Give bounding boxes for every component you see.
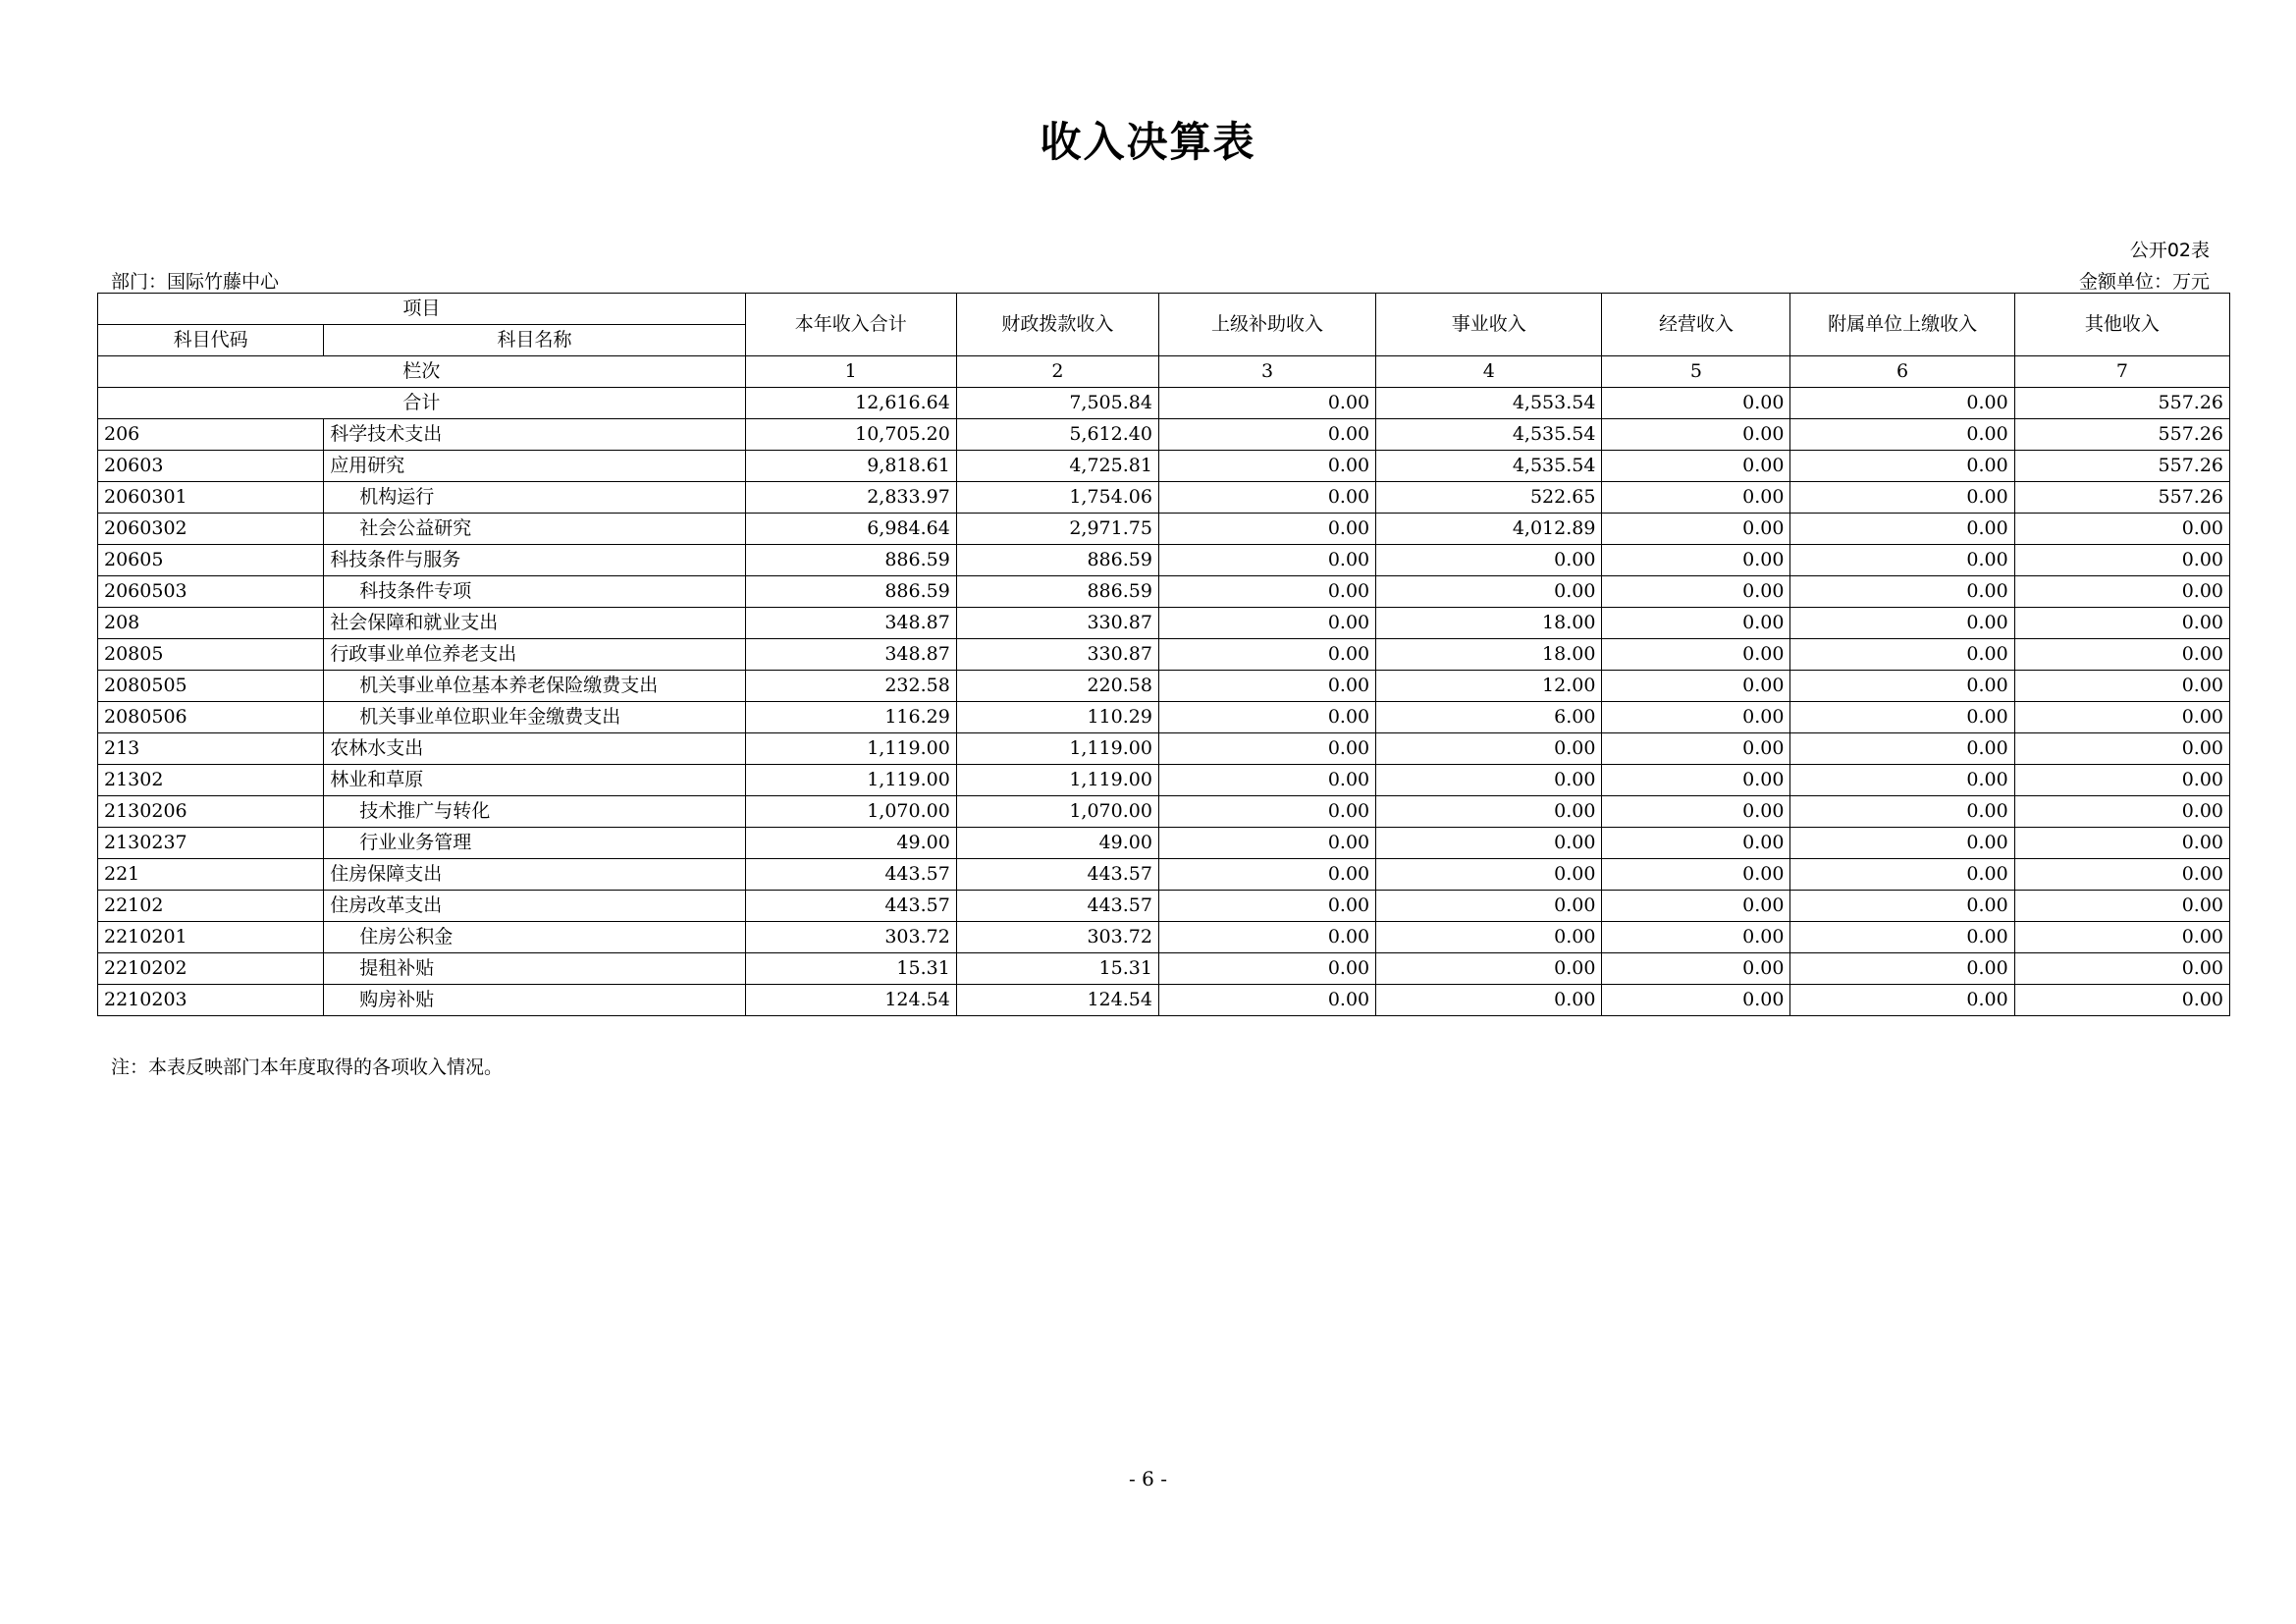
cell-value: 0.00 — [1376, 545, 1602, 576]
cell-value: 0.00 — [1790, 702, 2014, 733]
cell-value: 886.59 — [956, 545, 1158, 576]
cell-value: 443.57 — [956, 859, 1158, 891]
table-row — [98, 545, 2230, 576]
subject-name: 提租补贴 — [324, 953, 745, 985]
cell-value: 443.57 — [745, 859, 956, 891]
subject-code: 206 — [98, 419, 324, 451]
cell-value: 0.00 — [1158, 608, 1375, 639]
cell-value: 886.59 — [745, 576, 956, 608]
cell-value: 9,818.61 — [745, 451, 956, 482]
cell-value: 0.00 — [1790, 545, 2014, 576]
cell-value: 0.00 — [1158, 733, 1375, 765]
page-title: 收入决算表 — [1040, 118, 1256, 166]
cell-value: 0.00 — [2014, 576, 2229, 608]
cell-value: 0.00 — [1376, 765, 1602, 796]
subject-name: 社会公益研究 — [324, 514, 745, 545]
column-number: 5 — [1602, 356, 1790, 388]
cell-value: 1,754.06 — [956, 482, 1158, 514]
cell-value: 0.00 — [1790, 576, 2014, 608]
cell-value: 0.00 — [1602, 733, 1790, 765]
table-row — [98, 608, 2230, 639]
cell-value: 0.00 — [2014, 985, 2229, 1016]
subject-code: 2060302 — [98, 514, 324, 545]
subject-code: 2080505 — [98, 671, 324, 702]
cell-value: 0.00 — [1158, 702, 1375, 733]
column-number: 6 — [1790, 356, 2014, 388]
cell-value: 0.00 — [1790, 922, 2014, 953]
header-subject-name: 科目名称 — [324, 325, 745, 356]
subject-code: 21302 — [98, 765, 324, 796]
cell-value: 0.00 — [1790, 514, 2014, 545]
table-row — [98, 514, 2230, 545]
table-row — [98, 639, 2230, 671]
cell-value: 303.72 — [956, 922, 1158, 953]
cell-value: 18.00 — [1376, 608, 1602, 639]
cell-value: 0.00 — [1158, 985, 1375, 1016]
cell-value: 0.00 — [1602, 576, 1790, 608]
subject-name: 应用研究 — [324, 451, 745, 482]
subject-name: 技术推广与转化 — [324, 796, 745, 828]
header-affiliated-remittance: 附属单位上缴收入 — [1790, 294, 2014, 356]
cell-value: 0.00 — [1790, 985, 2014, 1016]
cell-value: 0.00 — [1602, 482, 1790, 514]
table-row — [98, 451, 2230, 482]
subject-name: 行业业务管理 — [324, 828, 745, 859]
cell-value: 0.00 — [1602, 388, 1790, 419]
cell-value: 0.00 — [1376, 828, 1602, 859]
table-row — [98, 985, 2230, 1016]
header-fiscal-appropriation: 财政拨款收入 — [956, 294, 1158, 356]
cell-value: 4,535.54 — [1376, 451, 1602, 482]
cell-value: 0.00 — [1376, 859, 1602, 891]
column-number: 2 — [956, 356, 1158, 388]
cell-value: 0.00 — [1602, 419, 1790, 451]
cell-value: 5,612.40 — [956, 419, 1158, 451]
cell-value: 0.00 — [1790, 891, 2014, 922]
cell-value: 0.00 — [2014, 891, 2229, 922]
subject-name: 机构运行 — [324, 482, 745, 514]
cell-value: 303.72 — [745, 922, 956, 953]
cell-value: 886.59 — [956, 576, 1158, 608]
subject-name: 住房公积金 — [324, 922, 745, 953]
cell-value: 0.00 — [1376, 796, 1602, 828]
cell-value: 0.00 — [1790, 451, 2014, 482]
cell-value: 0.00 — [1602, 671, 1790, 702]
cell-value: 0.00 — [1602, 514, 1790, 545]
cell-value: 0.00 — [1790, 482, 2014, 514]
cell-value: 4,535.54 — [1376, 419, 1602, 451]
cell-value: 0.00 — [1602, 922, 1790, 953]
header-other-income: 其他收入 — [2014, 294, 2229, 356]
cell-value: 0.00 — [1790, 953, 2014, 985]
cell-value: 348.87 — [745, 608, 956, 639]
cell-value: 49.00 — [956, 828, 1158, 859]
cell-value: 7,505.84 — [956, 388, 1158, 419]
table-note: 注：本表反映部门本年度取得的各项收入情况。 — [111, 1056, 504, 1078]
cell-value: 0.00 — [1602, 953, 1790, 985]
cell-value: 0.00 — [1602, 608, 1790, 639]
cell-value: 1,070.00 — [956, 796, 1158, 828]
cell-value: 0.00 — [1158, 419, 1375, 451]
column-number-label: 栏次 — [98, 356, 746, 388]
subject-code: 20603 — [98, 451, 324, 482]
cell-value: 15.31 — [956, 953, 1158, 985]
cell-value: 0.00 — [1602, 859, 1790, 891]
cell-value: 1,119.00 — [745, 733, 956, 765]
cell-value: 0.00 — [1790, 639, 2014, 671]
cell-value: 0.00 — [1602, 828, 1790, 859]
cell-value: 0.00 — [1602, 702, 1790, 733]
table-row — [98, 765, 2230, 796]
cell-value: 0.00 — [2014, 733, 2229, 765]
cell-value: 6.00 — [1376, 702, 1602, 733]
cell-value: 0.00 — [1376, 985, 1602, 1016]
header-business-income: 事业收入 — [1376, 294, 1602, 356]
table-row — [98, 733, 2230, 765]
total-row — [98, 388, 2230, 419]
cell-value: 0.00 — [1790, 796, 2014, 828]
subject-name: 科学技术支出 — [324, 419, 745, 451]
cell-value: 0.00 — [1158, 796, 1375, 828]
cell-value: 330.87 — [956, 639, 1158, 671]
cell-value: 0.00 — [1602, 451, 1790, 482]
subject-code: 2210203 — [98, 985, 324, 1016]
subject-name: 行政事业单位养老支出 — [324, 639, 745, 671]
cell-value: 0.00 — [1158, 671, 1375, 702]
cell-value: 0.00 — [1602, 765, 1790, 796]
cell-value: 124.54 — [956, 985, 1158, 1016]
cell-value: 557.26 — [2014, 451, 2229, 482]
table-row — [98, 891, 2230, 922]
subject-name: 科技条件与服务 — [324, 545, 745, 576]
cell-value: 0.00 — [1158, 828, 1375, 859]
form-number: 公开02表 — [2129, 240, 2210, 261]
cell-value: 0.00 — [2014, 608, 2229, 639]
cell-value: 0.00 — [1602, 545, 1790, 576]
cell-value: 0.00 — [1790, 419, 2014, 451]
cell-value: 348.87 — [745, 639, 956, 671]
cell-value: 10,705.20 — [745, 419, 956, 451]
table-row — [98, 953, 2230, 985]
cell-value: 443.57 — [956, 891, 1158, 922]
cell-value: 12.00 — [1376, 671, 1602, 702]
subject-code: 2210202 — [98, 953, 324, 985]
table-row — [98, 922, 2230, 953]
column-number: 7 — [2014, 356, 2229, 388]
cell-value: 232.58 — [745, 671, 956, 702]
subject-name: 机关事业单位基本养老保险缴费支出 — [324, 671, 745, 702]
cell-value: 2,833.97 — [745, 482, 956, 514]
subject-code: 221 — [98, 859, 324, 891]
cell-value: 0.00 — [1158, 765, 1375, 796]
cell-value: 557.26 — [2014, 388, 2229, 419]
cell-value: 0.00 — [1790, 765, 2014, 796]
cell-value: 1,119.00 — [745, 765, 956, 796]
subject-code: 208 — [98, 608, 324, 639]
cell-value: 443.57 — [745, 891, 956, 922]
table-row — [98, 828, 2230, 859]
subject-name: 机关事业单位职业年金缴费支出 — [324, 702, 745, 733]
cell-value: 0.00 — [1602, 796, 1790, 828]
cell-value: 0.00 — [2014, 514, 2229, 545]
subject-name: 农林水支出 — [324, 733, 745, 765]
cell-value: 0.00 — [1158, 388, 1375, 419]
cell-value: 1,119.00 — [956, 733, 1158, 765]
cell-value: 330.87 — [956, 608, 1158, 639]
cell-value: 4,012.89 — [1376, 514, 1602, 545]
table-row — [98, 796, 2230, 828]
subject-code: 2060503 — [98, 576, 324, 608]
cell-value: 0.00 — [2014, 639, 2229, 671]
cell-value: 0.00 — [1158, 953, 1375, 985]
cell-value: 15.31 — [745, 953, 956, 985]
department-label: 部门：国际竹藤中心 — [111, 271, 280, 293]
cell-value: 1,119.00 — [956, 765, 1158, 796]
subject-code: 22102 — [98, 891, 324, 922]
cell-value: 0.00 — [1602, 639, 1790, 671]
cell-value: 0.00 — [2014, 828, 2229, 859]
column-number: 3 — [1158, 356, 1375, 388]
subject-name: 住房改革支出 — [324, 891, 745, 922]
subject-code: 2060301 — [98, 482, 324, 514]
cell-value: 0.00 — [1376, 576, 1602, 608]
cell-value: 0.00 — [1376, 733, 1602, 765]
total-label: 合计 — [98, 388, 746, 419]
cell-value: 4,553.54 — [1376, 388, 1602, 419]
cell-value: 0.00 — [1376, 922, 1602, 953]
header-subject-code: 科目代码 — [98, 325, 324, 356]
header-superior-subsidy: 上级补助收入 — [1158, 294, 1375, 356]
column-number: 4 — [1376, 356, 1602, 388]
subject-code: 2130206 — [98, 796, 324, 828]
cell-value: 0.00 — [1158, 891, 1375, 922]
cell-value: 0.00 — [2014, 953, 2229, 985]
cell-value: 522.65 — [1376, 482, 1602, 514]
cell-value: 886.59 — [745, 545, 956, 576]
cell-value: 1,070.00 — [745, 796, 956, 828]
cell-value: 2,971.75 — [956, 514, 1158, 545]
cell-value: 0.00 — [1158, 545, 1375, 576]
subject-name: 住房保障支出 — [324, 859, 745, 891]
cell-value: 0.00 — [1158, 451, 1375, 482]
cell-value: 0.00 — [1158, 514, 1375, 545]
income-final-account-table — [97, 293, 2230, 1016]
table-row — [98, 859, 2230, 891]
subject-name: 林业和草原 — [324, 765, 745, 796]
cell-value: 0.00 — [1790, 608, 2014, 639]
subject-code: 20605 — [98, 545, 324, 576]
cell-value: 0.00 — [1790, 859, 2014, 891]
table-row — [98, 671, 2230, 702]
table-row — [98, 702, 2230, 733]
cell-value: 4,725.81 — [956, 451, 1158, 482]
cell-value: 0.00 — [2014, 859, 2229, 891]
cell-value: 0.00 — [1158, 859, 1375, 891]
subject-name: 购房补贴 — [324, 985, 745, 1016]
cell-value: 12,616.64 — [745, 388, 956, 419]
header-item: 项目 — [98, 294, 746, 325]
cell-value: 557.26 — [2014, 419, 2229, 451]
subject-name: 科技条件专项 — [324, 576, 745, 608]
subject-code: 2130237 — [98, 828, 324, 859]
column-number: 1 — [745, 356, 956, 388]
table-row — [98, 482, 2230, 514]
header-total-income: 本年收入合计 — [745, 294, 956, 356]
cell-value: 0.00 — [2014, 545, 2229, 576]
table-row — [98, 576, 2230, 608]
subject-code: 20805 — [98, 639, 324, 671]
cell-value: 116.29 — [745, 702, 956, 733]
cell-value: 0.00 — [1790, 388, 2014, 419]
cell-value: 6,984.64 — [745, 514, 956, 545]
cell-value: 0.00 — [1158, 639, 1375, 671]
cell-value: 0.00 — [2014, 796, 2229, 828]
subject-code: 2210201 — [98, 922, 324, 953]
subject-code: 213 — [98, 733, 324, 765]
cell-value: 0.00 — [1602, 985, 1790, 1016]
cell-value: 49.00 — [745, 828, 956, 859]
cell-value: 0.00 — [1602, 891, 1790, 922]
cell-value: 0.00 — [1158, 922, 1375, 953]
cell-value: 220.58 — [956, 671, 1158, 702]
cell-value: 0.00 — [1158, 576, 1375, 608]
cell-value: 0.00 — [1790, 671, 2014, 702]
cell-value: 0.00 — [1376, 891, 1602, 922]
subject-code: 2080506 — [98, 702, 324, 733]
cell-value: 0.00 — [1790, 828, 2014, 859]
cell-value: 18.00 — [1376, 639, 1602, 671]
cell-value: 0.00 — [1376, 953, 1602, 985]
cell-value: 0.00 — [1158, 482, 1375, 514]
cell-value: 557.26 — [2014, 482, 2229, 514]
amount-unit-label: 金额单位：万元 — [2078, 271, 2210, 293]
cell-value: 110.29 — [956, 702, 1158, 733]
cell-value: 0.00 — [2014, 671, 2229, 702]
cell-value: 0.00 — [1790, 733, 2014, 765]
cell-value: 0.00 — [2014, 922, 2229, 953]
table-row — [98, 419, 2230, 451]
header-operating-income: 经营收入 — [1602, 294, 1790, 356]
cell-value: 0.00 — [2014, 702, 2229, 733]
cell-value: 0.00 — [2014, 765, 2229, 796]
page-number: - 6 - — [1129, 1467, 1167, 1490]
cell-value: 124.54 — [745, 985, 956, 1016]
subject-name: 社会保障和就业支出 — [324, 608, 745, 639]
